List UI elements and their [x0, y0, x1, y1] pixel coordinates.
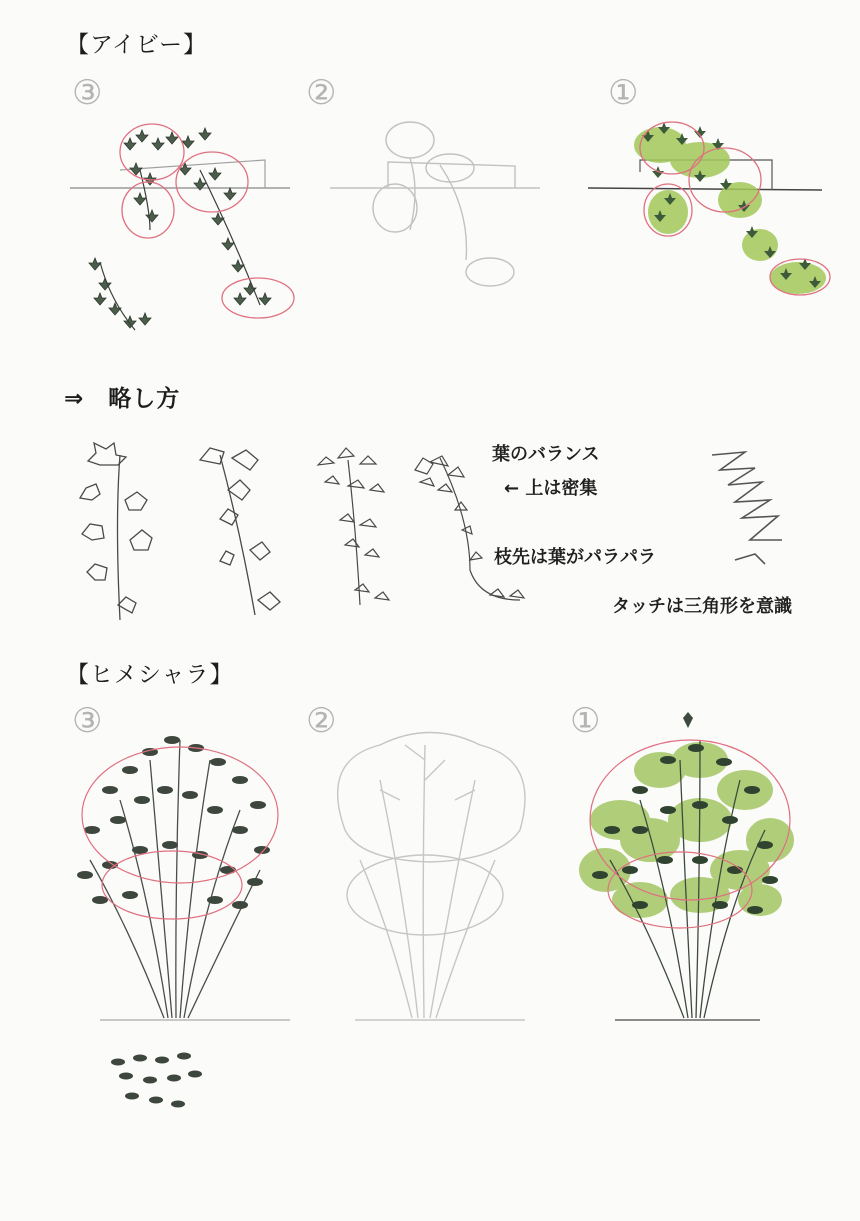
ivy-step-1-drawing [588, 122, 830, 295]
simplify-example-1 [80, 443, 152, 620]
ivy-step-2-drawing [330, 122, 540, 286]
himeshara-step-1-drawing [579, 712, 794, 1020]
ivy-step-3-drawing [70, 124, 294, 330]
simplify-example-3 [318, 448, 389, 605]
simplify-section-title: ⇒ 略し方 [64, 386, 181, 412]
note-leaf-balance: 葉のバランス [492, 444, 600, 465]
ivy-step-1-number: ① [608, 73, 639, 113]
note-triangle-touch: タッチは三角形を意識 [612, 596, 792, 617]
himeshara-step-1-number: ① [570, 701, 601, 741]
note-sparse-tips: 枝先は葉がパラパラ [494, 547, 656, 568]
ivy-step-3-number: ③ [72, 73, 103, 113]
ivy-section-title: 【アイビー】 [66, 32, 208, 58]
himeshara-leaf-texture [111, 1053, 202, 1108]
himeshara-section-title: 【ヒメシャラ】 [66, 662, 234, 688]
himeshara-step-2-number: ② [306, 701, 337, 741]
simplify-example-2 [200, 448, 280, 615]
himeshara-step-3-number: ③ [72, 701, 103, 741]
himeshara-step-2-drawing [338, 733, 525, 1021]
note-dense-top: ← 上は密集 [504, 478, 598, 499]
triangle-touch-example [712, 452, 782, 564]
simplify-example-4 [415, 456, 524, 600]
himeshara-step-3-drawing [77, 736, 290, 1108]
ivy-step-2-number: ② [306, 73, 337, 113]
